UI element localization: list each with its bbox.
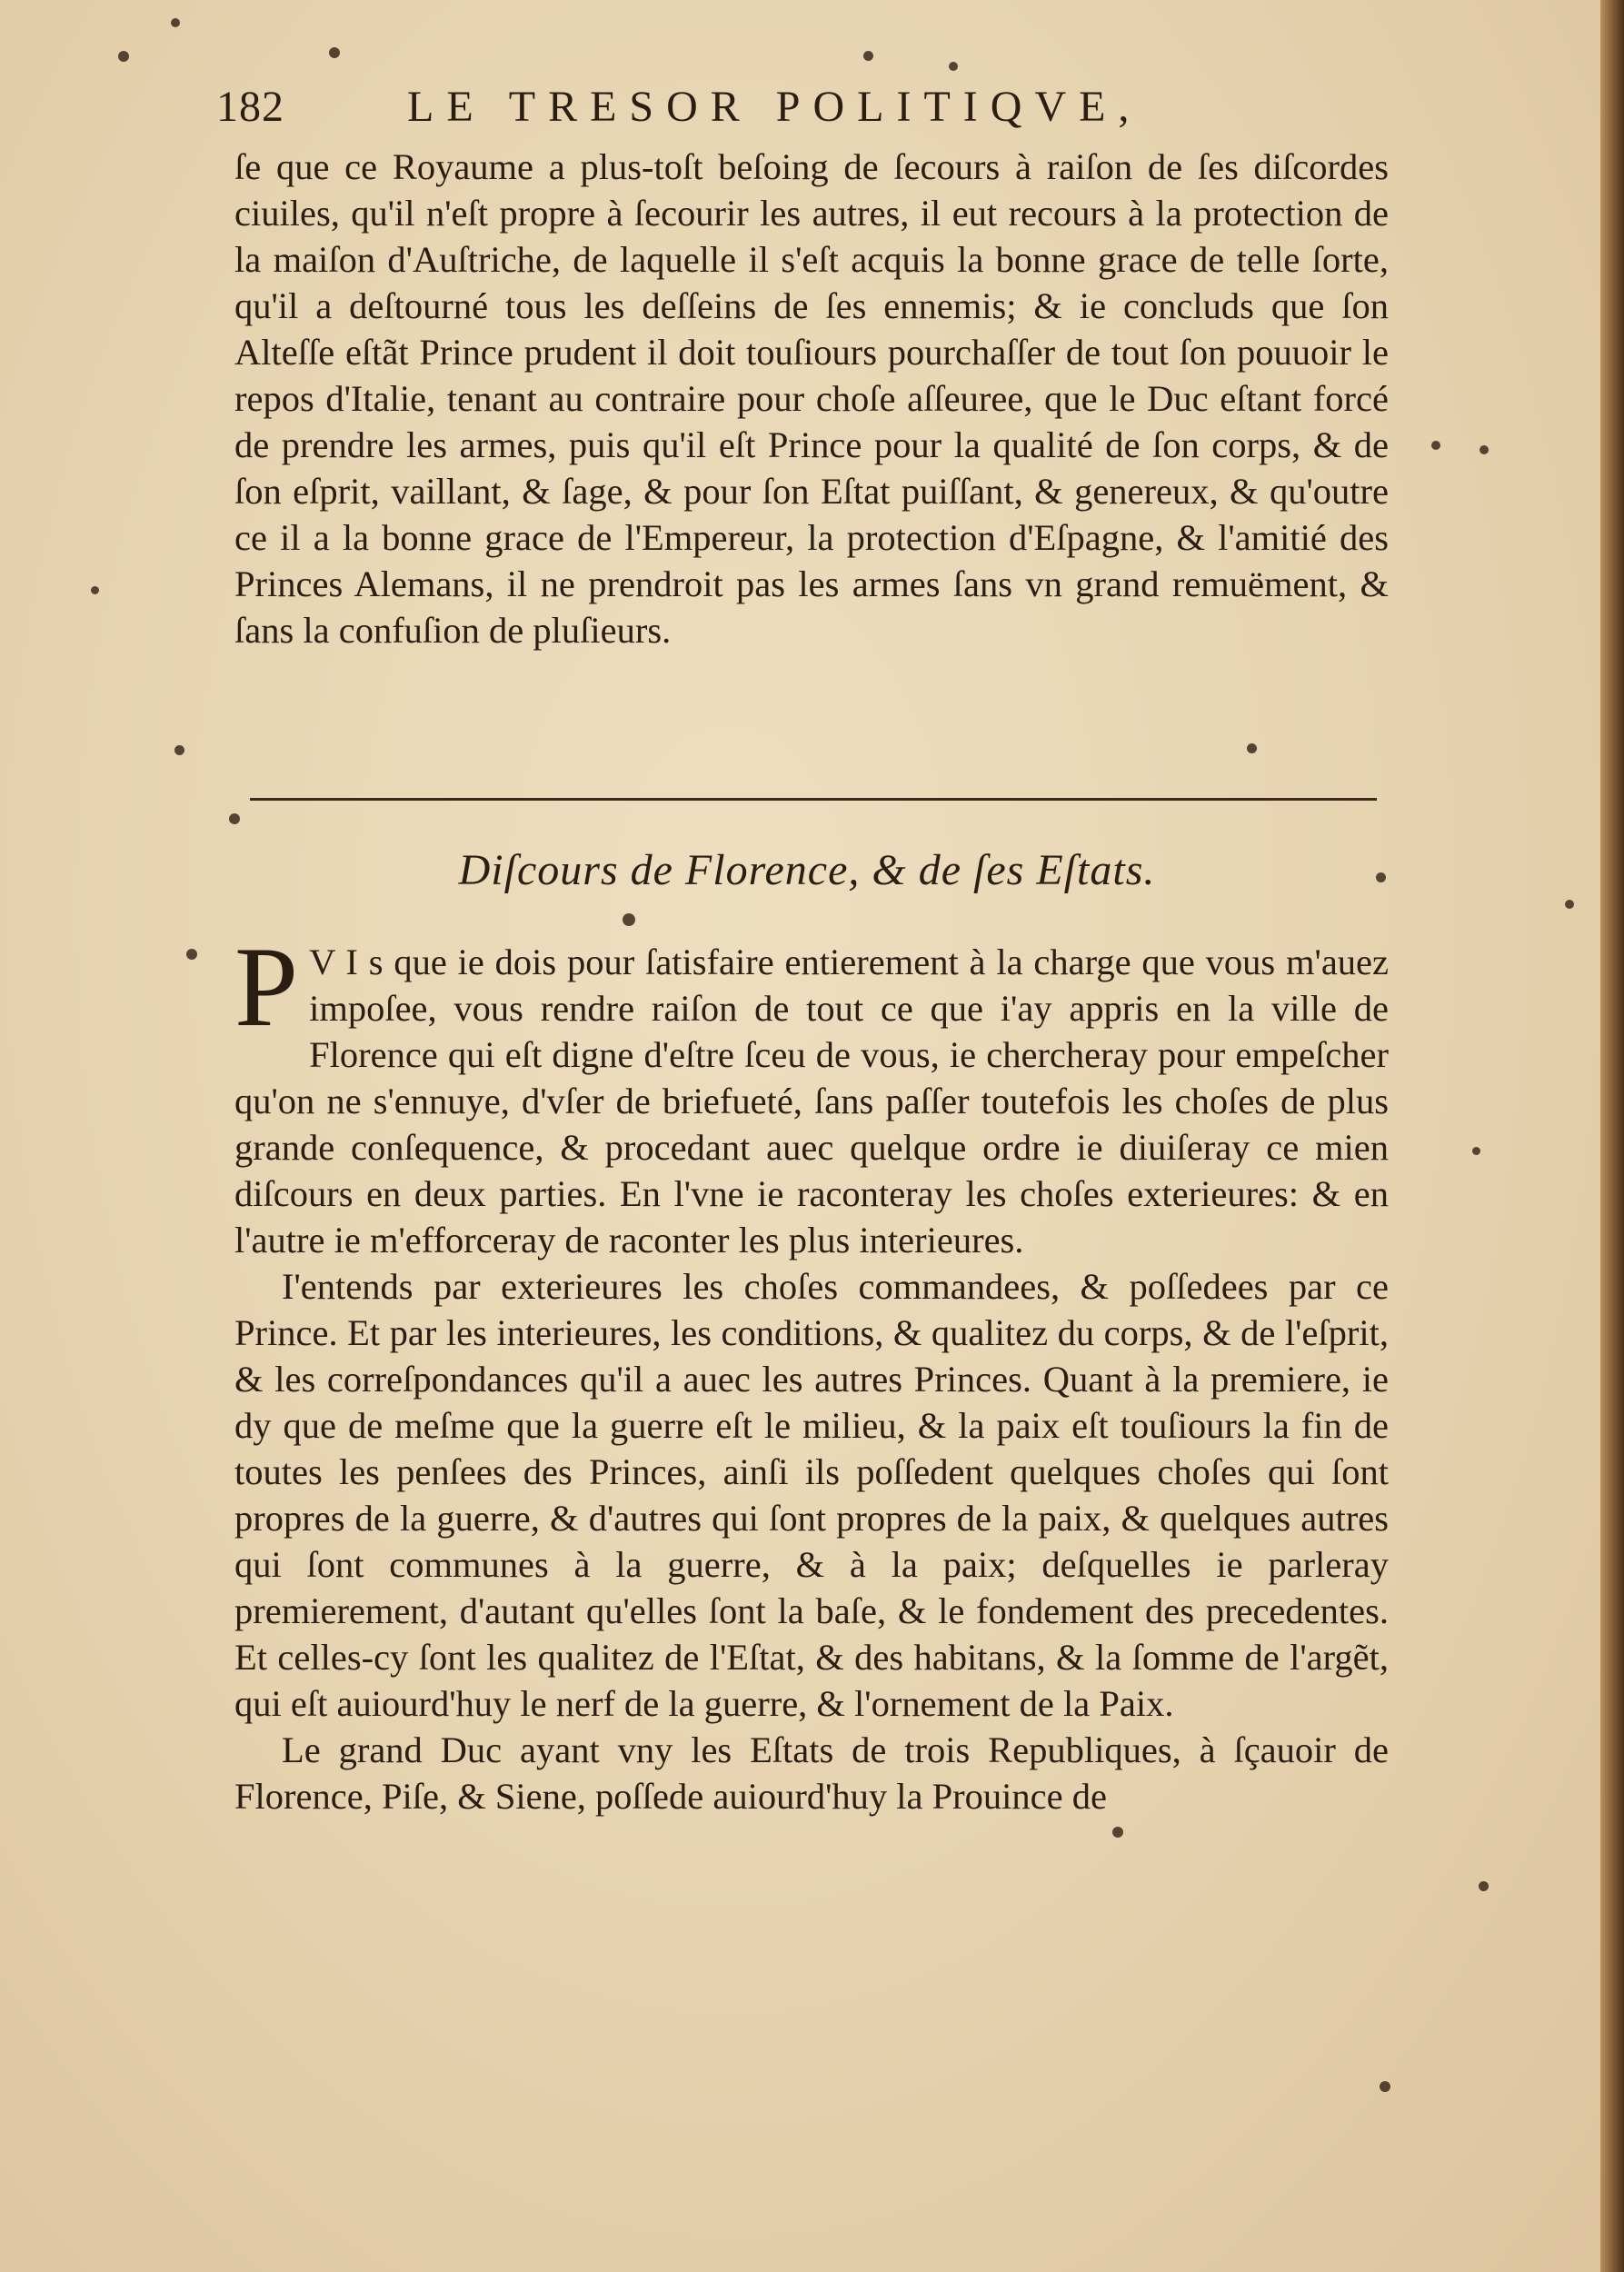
ink-spot <box>229 813 240 824</box>
section-divider <box>250 798 1377 801</box>
ink-spot <box>949 62 958 71</box>
paragraph-2: I'entends par exterieures les choſes commandees, & poſſedees par ce Prince. Et par les interieures, les conditions, & qualitez du corps, & de l'eſprit, & les correſpondances qu'il a auec les autres Princes. Quant à la premiere, ie dy que de meſme que la guerre eſt le milieu, & la paix eſt touſiours la fin de toutes les penſees des Princes, ainſi ils poſſedent quelques choſes qui ſont propres de la guerre, & d'autres qui ſont propres de la paix, & quelques autres qui ſont communes à la guerre, & à la paix; deſquelles ie parleray premierement, d'autant qu'elles ſont la baſe, & le fondement des precedentes. Et celles-cy ſont les qualitez de l'Eſtat, & des habitans, & la ſomme de l'argẽt, qui eſt auiourd'huy le nerf de la guerre, & l'ornement de la Paix. <box>234 1266 1389 1724</box>
page-number: 182 <box>216 83 284 131</box>
ink-spot <box>863 51 873 61</box>
section-title: Diſcours de Florence, & de ſes Eſtats. <box>458 846 1156 894</box>
book-spine-shadow <box>1600 0 1624 2272</box>
ink-spot <box>174 745 184 755</box>
drop-cap: P <box>234 924 299 1051</box>
ink-spot <box>623 913 635 926</box>
ink-spot <box>1247 743 1257 753</box>
ink-spot <box>1376 872 1386 882</box>
section-body <box>234 924 1389 1819</box>
ink-spot <box>1472 1147 1480 1155</box>
ink-spot <box>171 18 180 27</box>
ink-spot <box>1480 445 1489 454</box>
ink-spot <box>1431 441 1440 450</box>
ink-spot <box>1112 1827 1123 1838</box>
ink-spot <box>329 47 340 58</box>
paragraph-3: Le grand Duc ayant vny les Eſtats de trois Republiques, à ſçauoir de Florence, Piſe, & Siene, poſſede auiourd'huy la Prouince de <box>234 1729 1389 1817</box>
opening-paragraph <box>234 924 1389 1263</box>
ink-spot <box>118 51 129 62</box>
ink-spot <box>1565 900 1574 909</box>
ink-spot <box>1380 2081 1390 2092</box>
running-head <box>216 82 1216 145</box>
ink-spot <box>186 949 197 960</box>
opening-paragraph-text: V I s que ie dois pour ſatisfaire entierement à la charge que vous m'auez impoſee, vous rendre raiſon de tout ce que i'ay appris en la ville de Florence qui eſt digne d'eſtre ſceu de vous, ie chercheray pour empeſcher qu'on ne s'ennuye, d'vſer de briefueté, ſans paſſer toutefois les choſes de plus grande conſequence, & procedant auec quelque ordre ie diuiſeray ce mien diſcours en deux parties. En l'vne ie raconteray les choſes exterieures: & en l'autre ie m'efforceray de raconter les plus interieures. <box>234 942 1389 1261</box>
ink-spot <box>1479 1881 1489 1891</box>
running-title: LE TRESOR POLITIQVE, <box>407 83 1142 131</box>
paragraph-text: ſe que ce Royaume a plus-toſt beſoing de ſecours à raiſon de ſes diſcordes ciuiles, qu'il n'eſt propre à ſecourir les autres, il eut recours à la protection de la maiſon d'Auſtriche, de laquelle il s'eſt acquis la bonne grace de telle ſorte, qu'il a deſtourné tous les deſſeins de ſes ennemis; & ie concluds que ſon Alteſſe eſtãt Prince prudent il doit touſiours pourchaſſer de tout ſon pouuoir le repos d'Italie, tenant au contraire pour choſe aſſeuree, que le Duc eſtant forcé de prendre les armes, puis qu'il eſt Prince pour la qualité de ſon corps, & de ſon eſprit, vaillant, & ſage, & pour ſon Eſtat puiſſant, & genereux, & qu'outre ce il a la bonne grace de l'Empereur, la protection d'Eſpagne, & l'amitié des Princes Alemans, il ne prendroit pas les armes ſans vn grand remuëment, & ſans la confuſion de pluſieurs. <box>234 146 1389 651</box>
continued-paragraph <box>234 144 1389 653</box>
ink-spot <box>91 586 99 594</box>
